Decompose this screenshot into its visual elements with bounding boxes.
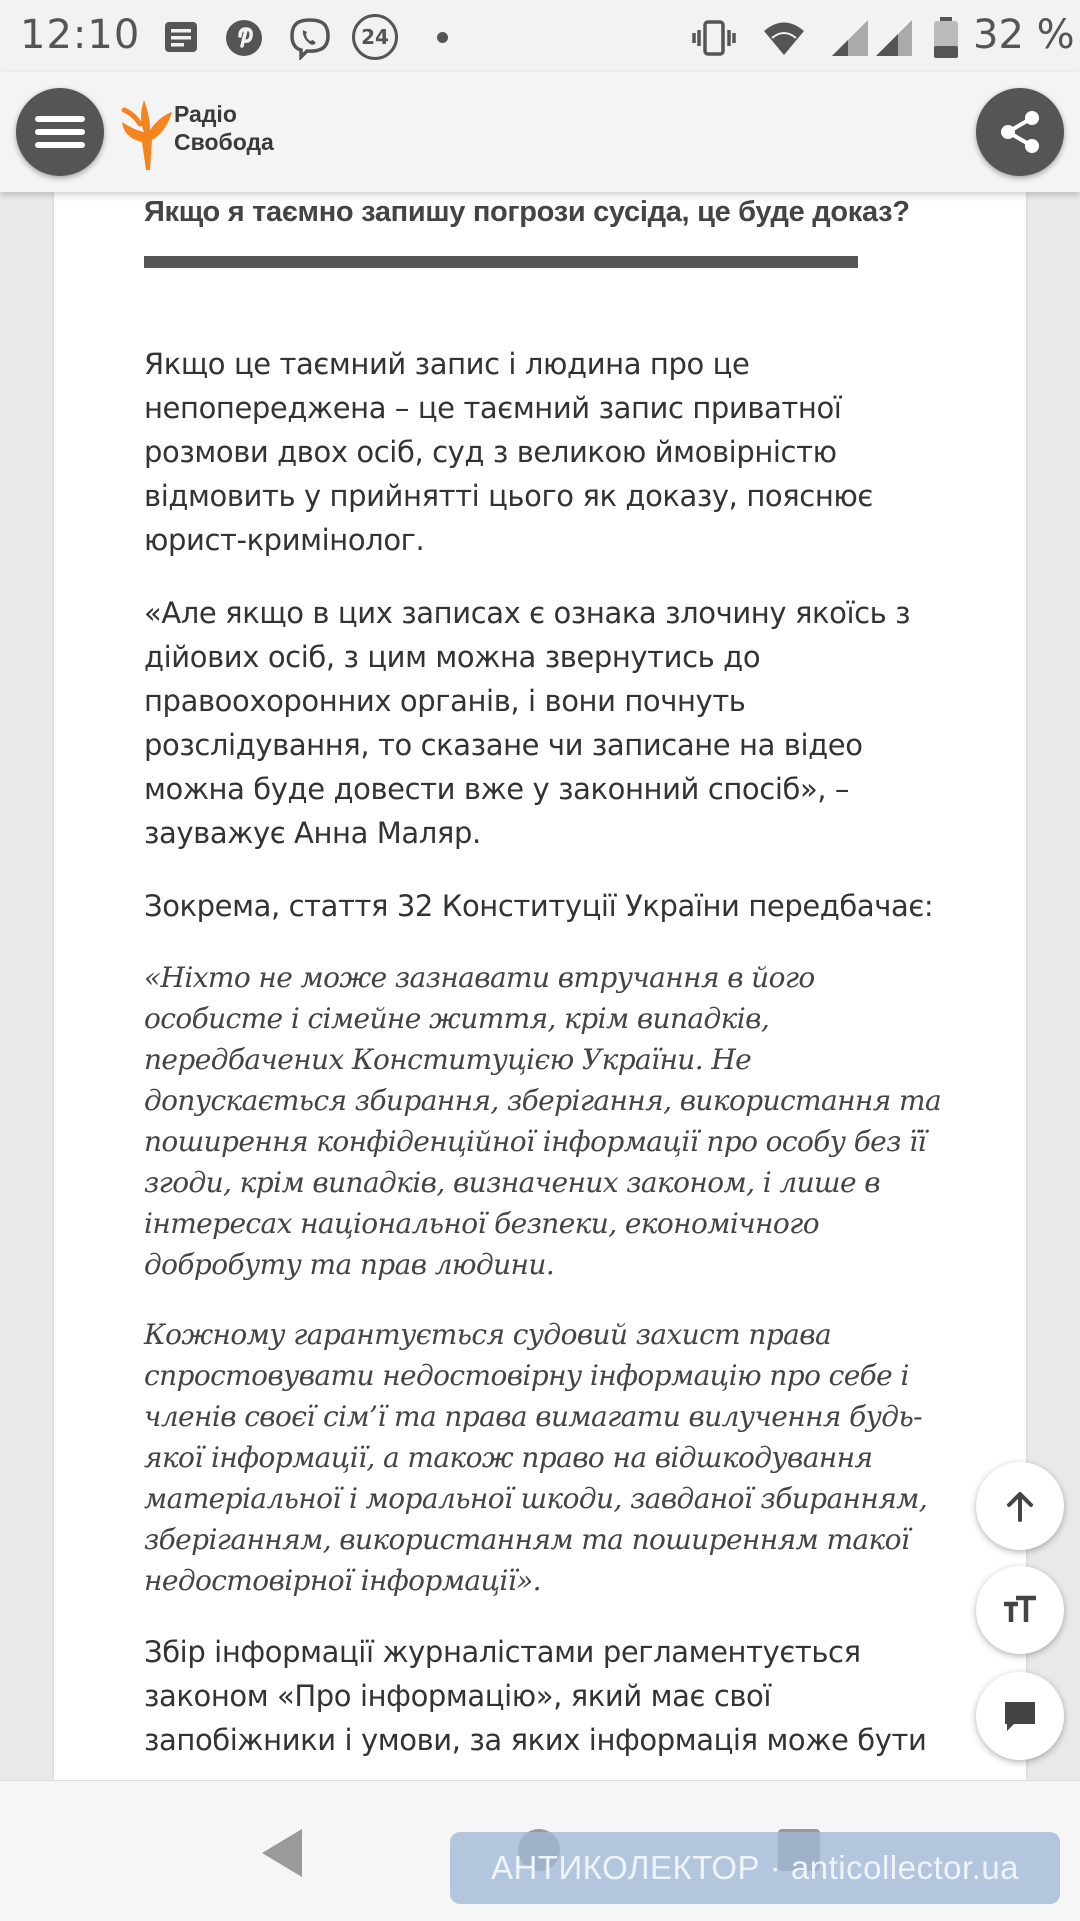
logo-text-line1: Радіо: [174, 101, 237, 127]
constitution-quote-paragraph: «Ніхто не може зазнавати втручання в його особисте і сімейне життя, крім випадків, передбачених Конституцією України. Не допускається збирання, зберігання, використання та поширення конфіденційної інформації про особу без її згоди, крім випадків, визначених законом, і лише в інтересах національної безпеки, економічного добробуту та прав людини.: [144, 961, 942, 1281]
signal-strength-icon-1: [828, 16, 872, 60]
app-header: [0, 72, 1080, 192]
comments-button[interactable]: [976, 1672, 1064, 1760]
article-body: [144, 342, 944, 1791]
back-icon[interactable]: [258, 1827, 306, 1879]
article-paragraph: Збір інформації журналістами регламентується законом «Про інформацію», який має свої запобіжники і умови, за яких інформація може бути: [144, 1635, 927, 1757]
radio-svoboda-logo[interactable]: [120, 92, 300, 172]
battery-percentage: 32 %: [973, 12, 1075, 58]
message-notification-icon: [160, 16, 204, 60]
article-subtitle: Якщо я таємно запишу погрози сусіда, це буде доказ?: [144, 196, 910, 228]
arrow-up-icon: [1000, 1486, 1040, 1526]
subtitle-divider: [144, 256, 858, 268]
watermark: АНТИКОЛЕКТОР · anticollector.ua: [450, 1832, 1060, 1904]
share-icon: [996, 108, 1044, 156]
channel-24-notification-icon: [352, 14, 398, 60]
wifi-icon: [762, 16, 806, 60]
menu-button[interactable]: [16, 88, 104, 176]
logo-flame-icon: [120, 92, 176, 172]
battery-icon: [930, 16, 962, 60]
viber-icon: [288, 16, 332, 60]
hamburger-menu-icon: [35, 109, 85, 155]
signal-strength-icon-2: [872, 16, 916, 60]
logo-text: [174, 100, 274, 156]
status-time: 12:10: [20, 12, 141, 58]
comment-icon: [1000, 1696, 1040, 1736]
status-bar: [0, 0, 1080, 72]
pinterest-icon: [222, 16, 266, 60]
logo-text-line2: Свобода: [174, 129, 274, 155]
notification-badge-count: 24: [361, 25, 389, 49]
article-card: [54, 192, 1026, 1780]
more-notifications-dot-icon: [437, 32, 448, 43]
article-paragraph: Якщо це таємний запис і людина про це непопереджена – це таємний запис приватної розмови двох осіб, суд з великою ймовірністю відмовить у прийнятті цього як доказу, пояснює юрист-кримінолог.: [144, 347, 873, 557]
constitution-quote-paragraph: Кожному гарантується судовий захист права спростовувати недостовірну інформацію про себе і членів своєї сім’ї та права вимагати вилучення будь-якої інформації, а також право на відшкодування матеріальної і моральної шкоди, завданої збиранням, зберіганням, використанням та поширенням такої недостовірної інформації».: [144, 1318, 928, 1597]
text-size-button[interactable]: [976, 1566, 1064, 1654]
text-size-icon: [1000, 1590, 1040, 1630]
scroll-to-top-button[interactable]: [976, 1462, 1064, 1550]
article-paragraph: Зокрема, стаття 32 Конституції України передбачає:: [144, 889, 934, 923]
share-button[interactable]: [976, 88, 1064, 176]
article-paragraph: «Але якщо в цих записах є ознака злочину якоїсь з дійових осіб, з цим можна звернутись до правоохоронних органів, і вони почнуть розслідування, то сказане чи записане на відео можна буде довести вже у законний спосіб», – зауважує Анна Маляр.: [144, 596, 911, 850]
vibrate-icon: [692, 16, 736, 60]
